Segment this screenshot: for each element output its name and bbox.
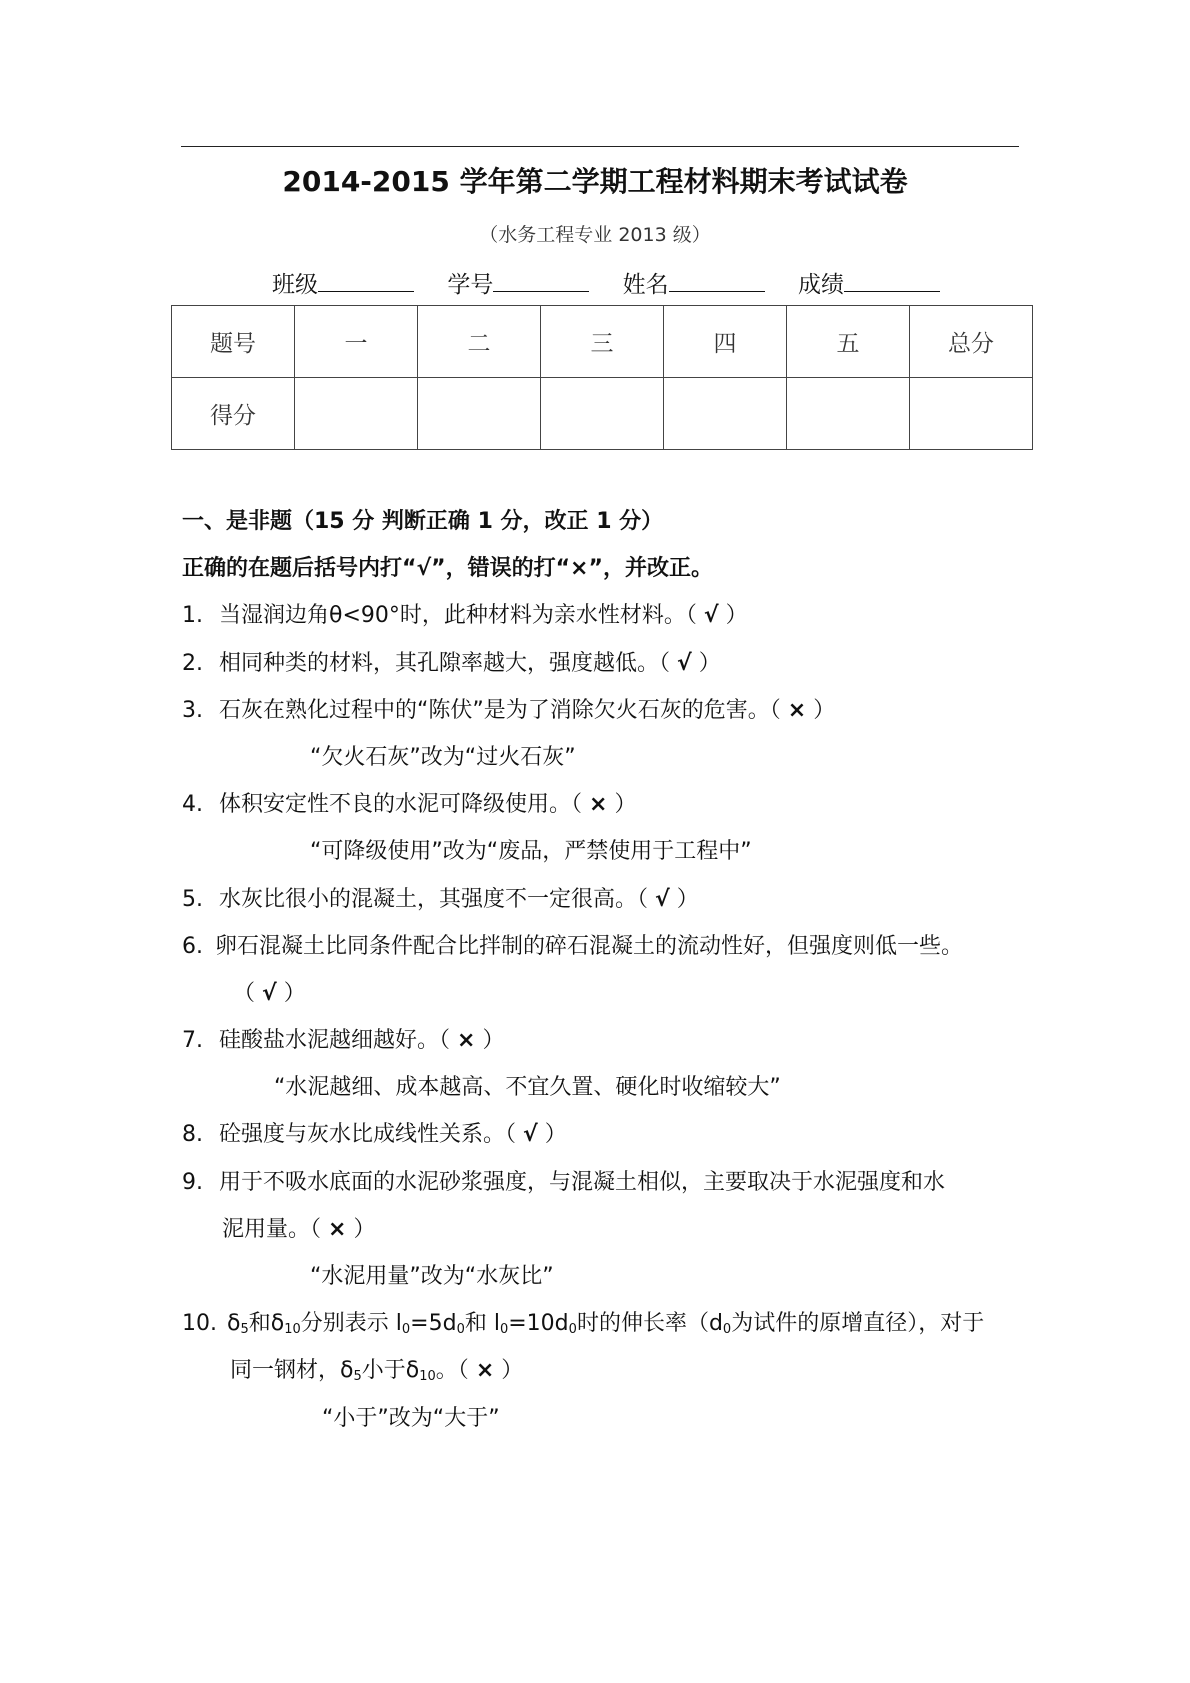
correction-10: “小于”改为“大于” <box>322 1405 500 1431</box>
header-cell: 三 <box>541 306 664 378</box>
answer-mark: × <box>589 792 608 818</box>
score-cell[interactable] <box>664 378 787 450</box>
answer-mark: √ <box>655 886 670 912</box>
score-cell[interactable] <box>418 378 541 450</box>
correction-7: “水泥越细、成本越高、不宜久置、硬化时收缩较大” <box>274 1075 781 1101</box>
question-10: 10. $\delta_5$和$\delta_{10}$分别表示 $l_0=5d_0$和 $l_0=10d_0$时的伸长率（$d_0$为试件的原增直径），对于 <box>182 1311 985 1338</box>
class-blank[interactable] <box>318 271 414 292</box>
question-6-answer: （ √ ） <box>233 980 306 1006</box>
header-cell: 二 <box>418 306 541 378</box>
score-cell[interactable] <box>541 378 664 450</box>
header-rule <box>181 146 1019 147</box>
header-cell: 一 <box>295 306 418 378</box>
question-2: 2. 相同种类的材料，其孔隙率越大，强度越低。（ √ ） <box>182 650 721 676</box>
score-table <box>171 305 1033 450</box>
correction-4: “可降级使用”改为“废品，严禁使用于工程中” <box>310 839 752 865</box>
header-cell: 四 <box>664 306 787 378</box>
section-heading: 一、是非题（15 分 判断正确 1 分，改正 1 分） <box>182 509 664 534</box>
header-cell: 题号 <box>172 306 295 378</box>
question-8: 8. 砼强度与灰水比成线性关系。（ √ ） <box>182 1122 567 1148</box>
answer-mark: × <box>328 1216 347 1242</box>
question-5: 5. 水灰比很小的混凝土，其强度不一定很高。（ √ ） <box>182 886 699 912</box>
answer-mark: √ <box>523 1122 538 1148</box>
score-cell[interactable] <box>910 378 1033 450</box>
question-1: 1. 当湿润边角θ<90°时，此种材料为亲水性材料。（ √ ） <box>182 603 748 629</box>
header-cell: 五 <box>787 306 910 378</box>
score-label: 得分 <box>172 378 295 450</box>
correction-9: “水泥用量”改为“水灰比” <box>310 1264 554 1289</box>
name-field: 姓名 <box>623 272 765 298</box>
grade-field: 成绩 <box>798 272 940 298</box>
exam-title: 2014-2015 学年第二学期工程材料期末考试试卷 <box>282 165 908 198</box>
question-9-cont: 泥用量。（ × ） <box>222 1216 376 1242</box>
answer-mark: × <box>475 1358 495 1384</box>
exam-subtitle: （水务工程专业 2013 级） <box>479 224 711 246</box>
question-7: 7. 硅酸盐水泥越细越好。（ × ） <box>182 1028 505 1054</box>
question-4: 4. 体积安定性不良的水泥可降级使用。（ × ） <box>182 792 637 818</box>
answer-mark: × <box>787 697 807 723</box>
answer-mark: √ <box>677 650 692 676</box>
correction-3: “欠火石灰”改为“过火石灰” <box>310 744 576 770</box>
answer-mark: √ <box>703 603 719 629</box>
score-row <box>172 378 1033 450</box>
question-number-row <box>172 306 1033 378</box>
student-info-line <box>272 266 966 299</box>
grade-blank[interactable] <box>844 271 940 292</box>
question-9: 9. 用于不吸水底面的水泥砂浆强度，与混凝土相似，主要取决于水泥强度和水 <box>182 1169 946 1195</box>
student-id-blank[interactable] <box>493 271 589 292</box>
question-6: 6. 卵石混凝土比同条件配合比拌制的碎石混凝土的流动性好，但强度则低一些。 <box>182 933 964 959</box>
student-id-field: 学号 <box>447 272 589 298</box>
header-cell: 总分 <box>910 306 1033 378</box>
section-true-false <box>182 498 1032 1442</box>
answer-mark: √ <box>262 980 277 1006</box>
section-instruction: 正确的在题后括号内打“√”，错误的打“×”，并改正。 <box>182 556 713 582</box>
answer-mark: × <box>457 1028 476 1054</box>
question-10-cont: 同一钢材，$\delta_5$小于$\delta_{10}$。（ × ） <box>230 1358 524 1385</box>
score-cell[interactable] <box>295 378 418 450</box>
question-3: 3. 石灰在熟化过程中的“陈伏”是为了消除欠火石灰的危害。（ × ） <box>182 697 836 723</box>
score-cell[interactable] <box>787 378 910 450</box>
class-field: 班级 <box>272 272 414 298</box>
name-blank[interactable] <box>669 271 765 292</box>
